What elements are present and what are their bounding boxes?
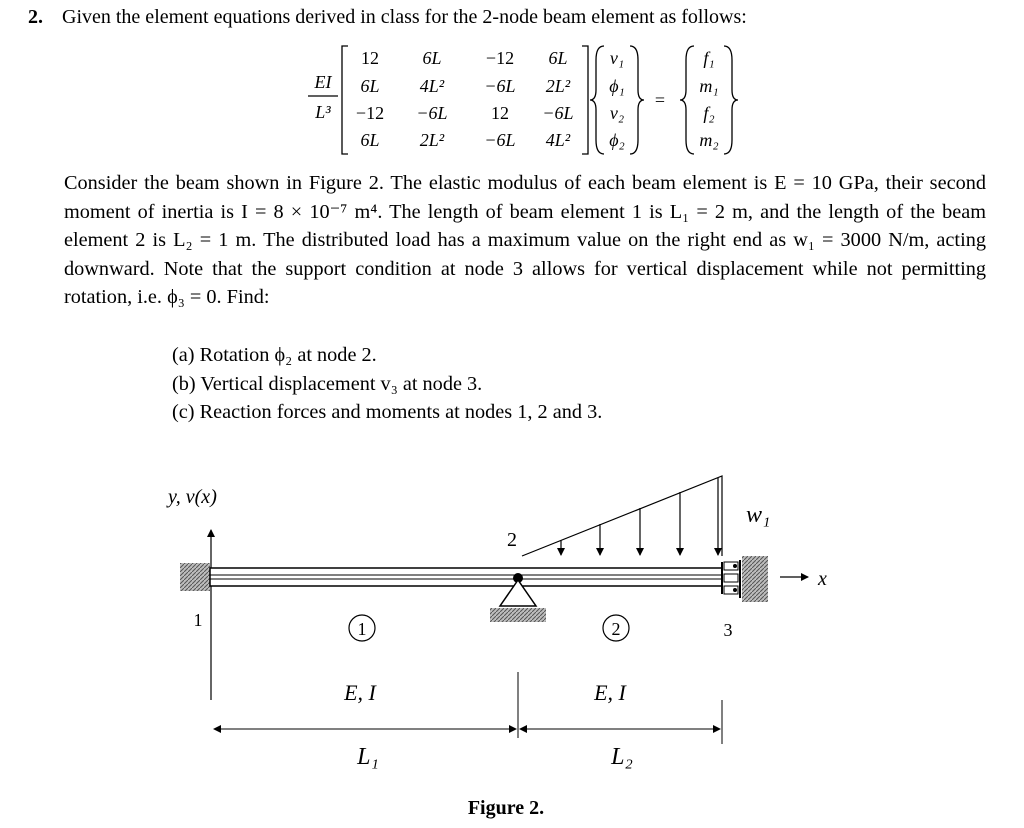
equals-sign: = <box>654 90 666 110</box>
part-a: (a) Rotation ϕ₂ at node 2. <box>172 344 377 366</box>
beam-figure <box>0 470 1024 828</box>
node-label: 3 <box>723 620 733 640</box>
matrix-cell: 6L <box>360 76 380 96</box>
dof-entry: v₁ <box>609 48 625 68</box>
stiffness-equation <box>300 40 760 160</box>
force-right-brace <box>724 46 738 154</box>
node-label: 1 <box>193 610 203 630</box>
matrix-cell: −6L <box>416 103 448 123</box>
force-entry: f₂ <box>703 103 715 123</box>
fixed-wall-support <box>180 563 210 591</box>
force-entry: m₂ <box>699 130 719 150</box>
property-label: E, I <box>594 680 626 705</box>
slider-support <box>722 556 768 602</box>
question-parts <box>172 341 602 427</box>
y-axis-label: y, v(x) <box>168 486 217 508</box>
length-label: L₁ <box>357 744 379 770</box>
x-axis-label: x <box>818 568 827 590</box>
matrix-cell: 4L² <box>545 130 571 150</box>
matrix-right-bracket <box>582 46 588 154</box>
load-label: w₁ <box>746 502 771 528</box>
force-entry: m₁ <box>699 76 719 96</box>
part-b: (b) Vertical displacement v₃ at node 3. <box>172 372 483 395</box>
force-entry: f₁ <box>703 48 715 68</box>
element-label: 1 <box>357 619 367 639</box>
dof-left-brace <box>590 46 604 154</box>
matrix-cell: 6L <box>548 48 568 68</box>
dof-entry: v₂ <box>609 103 625 123</box>
dof-right-brace <box>630 46 644 154</box>
dof-entry: ϕ₂ <box>609 130 625 150</box>
matrix-left-bracket <box>342 46 348 154</box>
length-label: L₂ <box>611 744 633 770</box>
figure-caption: Figure 2. <box>467 797 545 819</box>
matrix-cell: 4L² <box>419 76 445 96</box>
question-intro: Given the element equations derived in class for the 2-node beam element as follows: <box>62 6 747 28</box>
factor-numerator: EI <box>314 72 332 92</box>
matrix-cell: 12 <box>361 48 379 68</box>
force-left-brace <box>680 46 694 154</box>
node-label: 2 <box>507 529 517 551</box>
property-label: E, I <box>344 680 376 705</box>
matrix-cell: −6L <box>484 76 516 96</box>
matrix-cell: −12 <box>355 103 385 123</box>
matrix-cell: −12 <box>485 48 515 68</box>
matrix-cell: 12 <box>491 103 509 123</box>
distributed-load <box>522 476 722 556</box>
dof-entry: ϕ₁ <box>609 76 625 96</box>
question-number: 2. <box>28 6 43 28</box>
beam <box>210 568 722 586</box>
matrix-cell: 6L <box>360 130 380 150</box>
matrix-cell: 2L² <box>545 76 571 96</box>
matrix-cell: 6L <box>422 48 442 68</box>
matrix-cell: −6L <box>484 130 516 150</box>
problem-statement: Consider the beam shown in Figure 2. The elastic modulus of each beam element is E = 10 GPa, their second moment of inertia is I = 8 × 10⁻⁷ m⁴. The length of beam element 1 is L₁ = 2 m, and the length of the beam element 2 is L₂ = 1 m. The distributed load has a maximum value on the right end as w₁ = 3000 N/m, acting downward. Note that the support condition at node 3 allows for vertical displacement while not permitting rotation, i.e. ϕ₃ = 0. Find: <box>64 172 986 309</box>
element-label: 2 <box>611 619 621 639</box>
matrix-cell: 2L² <box>419 130 445 150</box>
factor-denominator: L³ <box>315 102 331 122</box>
part-c: (c) Reaction forces and moments at nodes 1, 2 and 3. <box>172 401 603 424</box>
matrix-cell: −6L <box>542 103 574 123</box>
